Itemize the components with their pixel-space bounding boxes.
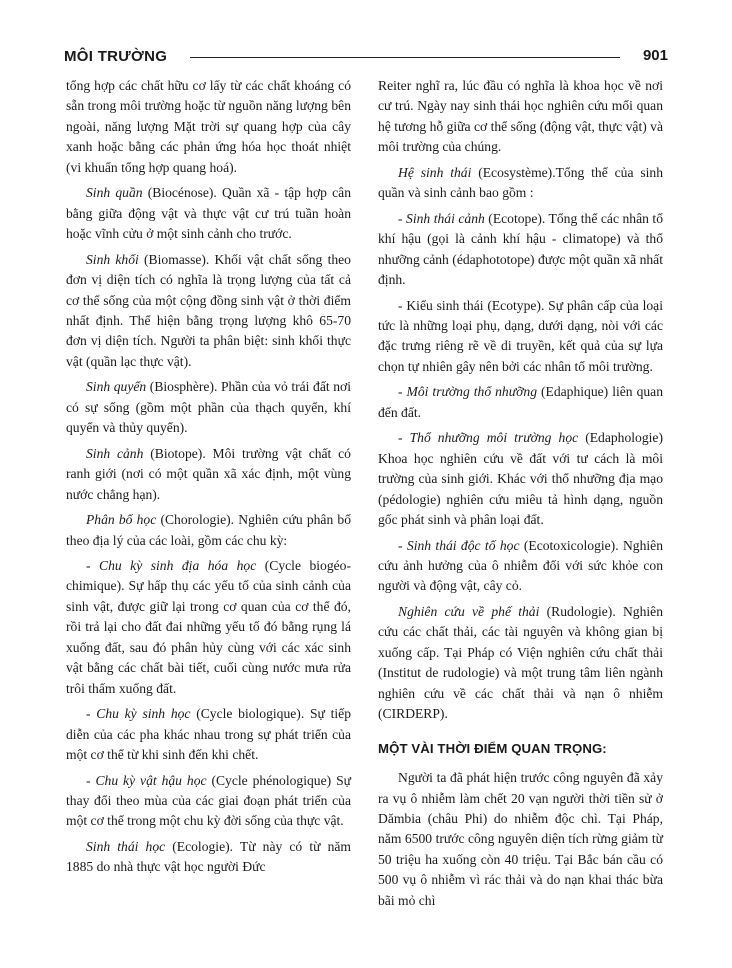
paragraph: Hệ sinh thái (Ecosystème).Tổng thể của sinh quần và sinh cảnh bao gồm : (378, 164, 663, 201)
term: Phân bố học (86, 512, 157, 528)
page-number: 901 (642, 47, 668, 64)
term: - Chu kỳ sinh địa hóa học (86, 557, 257, 573)
term: - Sinh thái độc tố học (398, 537, 520, 553)
header-rule (190, 57, 620, 58)
term: - Thổ nhưỡng môi trường học (398, 430, 579, 446)
section-heading: MỘT VÀI THỜI ĐIỂM QUAN TRỌNG: (378, 740, 607, 756)
paragraph: - Sinh thái cảnh (Ecotope). Tổng thể các nhân tố khí hậu (gọi là cảnh khí hậu - climatope) và thổ nhưỡng cảnh (édaphototope) được một quần xã nhất định. (378, 210, 663, 288)
paragraph: - Sinh thái độc tố học (Ecotoxicologie). Nghiên cứu ảnh hưởng của ô nhiễm đối với sức khỏe con người và động vật, cây cỏ. (378, 537, 663, 594)
paragraph: Sinh khối (Biomasse). Khối vật chất sống theo đơn vị diện tích có nghĩa là trọng lượng của tất cả cơ thể sống của một cộng đồng sinh vật ở thời điểm nhất định. Thể hiện bằng trọng lượng khô 65-70 đơn vị diện tích. Người ta phân biệt: sinh khối thực vật (quần lạc thực vật). (66, 251, 351, 369)
paragraph: Sinh quyển (Biosphère). Phần của vỏ trái đất nơi có sự sống (gồm một phần của thạch quyển, khí quyển và thủy quyển). (66, 379, 351, 436)
term: Nghiên cứu về phế thải (398, 603, 540, 619)
term: Sinh khối (86, 251, 139, 267)
term: Sinh thái học (86, 838, 166, 854)
paragraph: tổng hợp các chất hữu cơ lấy từ các chất khoáng có sẵn trong môi trường hoặc từ nguồn năng lượng bên ngoài, năng lượng Mặt trời sự quang hợp của cây xanh hoặc bằng các phản ứng hóa học thoát nhiệt (vi khuẩn tổng hợp quang hoá). (66, 78, 351, 175)
term: - Môi trường thổ nhưỡng (398, 384, 537, 400)
paragraph: - Chu kỳ sinh địa hóa học (Cycle biogéo-chimique). Sự hấp thụ các yếu tố của sinh cảnh của sinh vật, được giữ lại trong cơ quan của cơ thể đó, rồi trả lại cho đất đai những yếu tố đó bằng rụng lá xuống đất, sau đó phân hủy cùng với các xác sinh vật bằng các chất bài tiết, cuối cùng nước mưa rửa trôi thấm xuống đất. (66, 557, 351, 696)
term: - Chu kỳ vật hậu học (86, 772, 207, 788)
paragraph: - Kiểu sinh thái (Ecotype). Sự phân cấp của loại tức là những loại phụ, dạng, dưới dạng, nòi với các đặc trưng riêng rẽ về di truyền, kết quả của sự lựa chọn tự nhiên gây nên bởi các nhân tố môi trường. (378, 297, 663, 374)
paragraph: - Môi trường thổ nhưỡng (Edaphique) liên quan đến đất. (378, 384, 663, 420)
term: Sinh quần (86, 185, 143, 201)
paragraph: Người ta đã phát hiện trước công nguyên đã xảy ra vụ ô nhiễm làm chết 20 vạn người thời tiền sử ở Dămbia (châu Phi) do nhiễm độc chì. Tại Pháp, năm 6500 trước công nguyên diện tích rừng giảm từ 50 triệu ha xuống còn 40 triệu. Tại Bắc bán cầu có 500 vụ ô nhiễm vì rác thải và do nạn khai thác bừa bãi mỏ chì (378, 770, 663, 908)
paragraph: - Chu kỳ vật hậu học (Cycle phénologique) Sự thay đổi theo mùa của các giai đoạn phát triển của một cơ thể trong một chu kỳ đời sống của thực vật. (66, 772, 351, 829)
paragraph: Sinh cảnh (Biotope). Môi trường vật chất có ranh giới (nơi có một quần xã xác định, một vùng nước chẳng hạn). (66, 445, 351, 502)
paragraph: Phân bố học (Chorologie). Nghiên cứu phân bố theo địa lý của các loài, gồm các chu kỳ: (66, 512, 352, 548)
paragraph: Reiter nghĩ ra, lúc đầu có nghĩa là khoa học về nơi cư trú. Ngày nay sinh thái học nghiên cứu mối quan hệ tương hỗ giữa cơ thể sống (động vật, thực vật) và môi trường của chúng. (378, 78, 663, 155)
paragraph: - Thổ nhưỡng môi trường học (Edaphologie) Khoa học nghiên cứu về đất với tư cách là môi trường của sinh giới. Khác với thổ nhưỡng địa mạo (pédologie) nghiên cứu miêu tả hình dạng, nguồn gốc phát sinh và phân loại đất. (378, 430, 663, 528)
term: Sinh cảnh (86, 445, 144, 461)
term: - Sinh thái cảnh (398, 210, 485, 226)
page-header (64, 44, 668, 68)
right-column (378, 76, 663, 916)
running-title: MÔI TRƯỜNG (64, 48, 168, 65)
left-column (66, 76, 351, 883)
paragraph: Sinh thái học (Ecologie). Từ này có từ năm 1885 do nhà thực vật học người Đức (66, 838, 351, 875)
paragraph: Nghiên cứu về phế thải (Rudologie). Nghiên cứu các chất thải, các tài nguyên và không gian bị xuống cấp. Tại Pháp có Viện nghiên cứu chất thải (Institut de rudologie) và một trung tâm liên ngành nghiên cứu về các chất thải và nạn ô nhiễm (CIRDERP). (378, 603, 664, 722)
paragraph: Sinh quần (Biocénose). Quần xã - tập hợp cân bằng giữa động vật và thực vật cư trú tuần hoàn hoặc vĩnh cửu ở một sinh cảnh cho trước. (66, 185, 351, 242)
term: Sinh quyển (86, 379, 147, 395)
paragraph: - Chu kỳ sinh học (Cycle biologique). Sự tiếp diễn của các pha khác nhau trong sự phát triển của một cơ thể từ khi sinh đến khi chết. (66, 706, 351, 763)
term: Hệ sinh thái (398, 164, 472, 180)
term: - Chu kỳ sinh học (86, 706, 191, 722)
